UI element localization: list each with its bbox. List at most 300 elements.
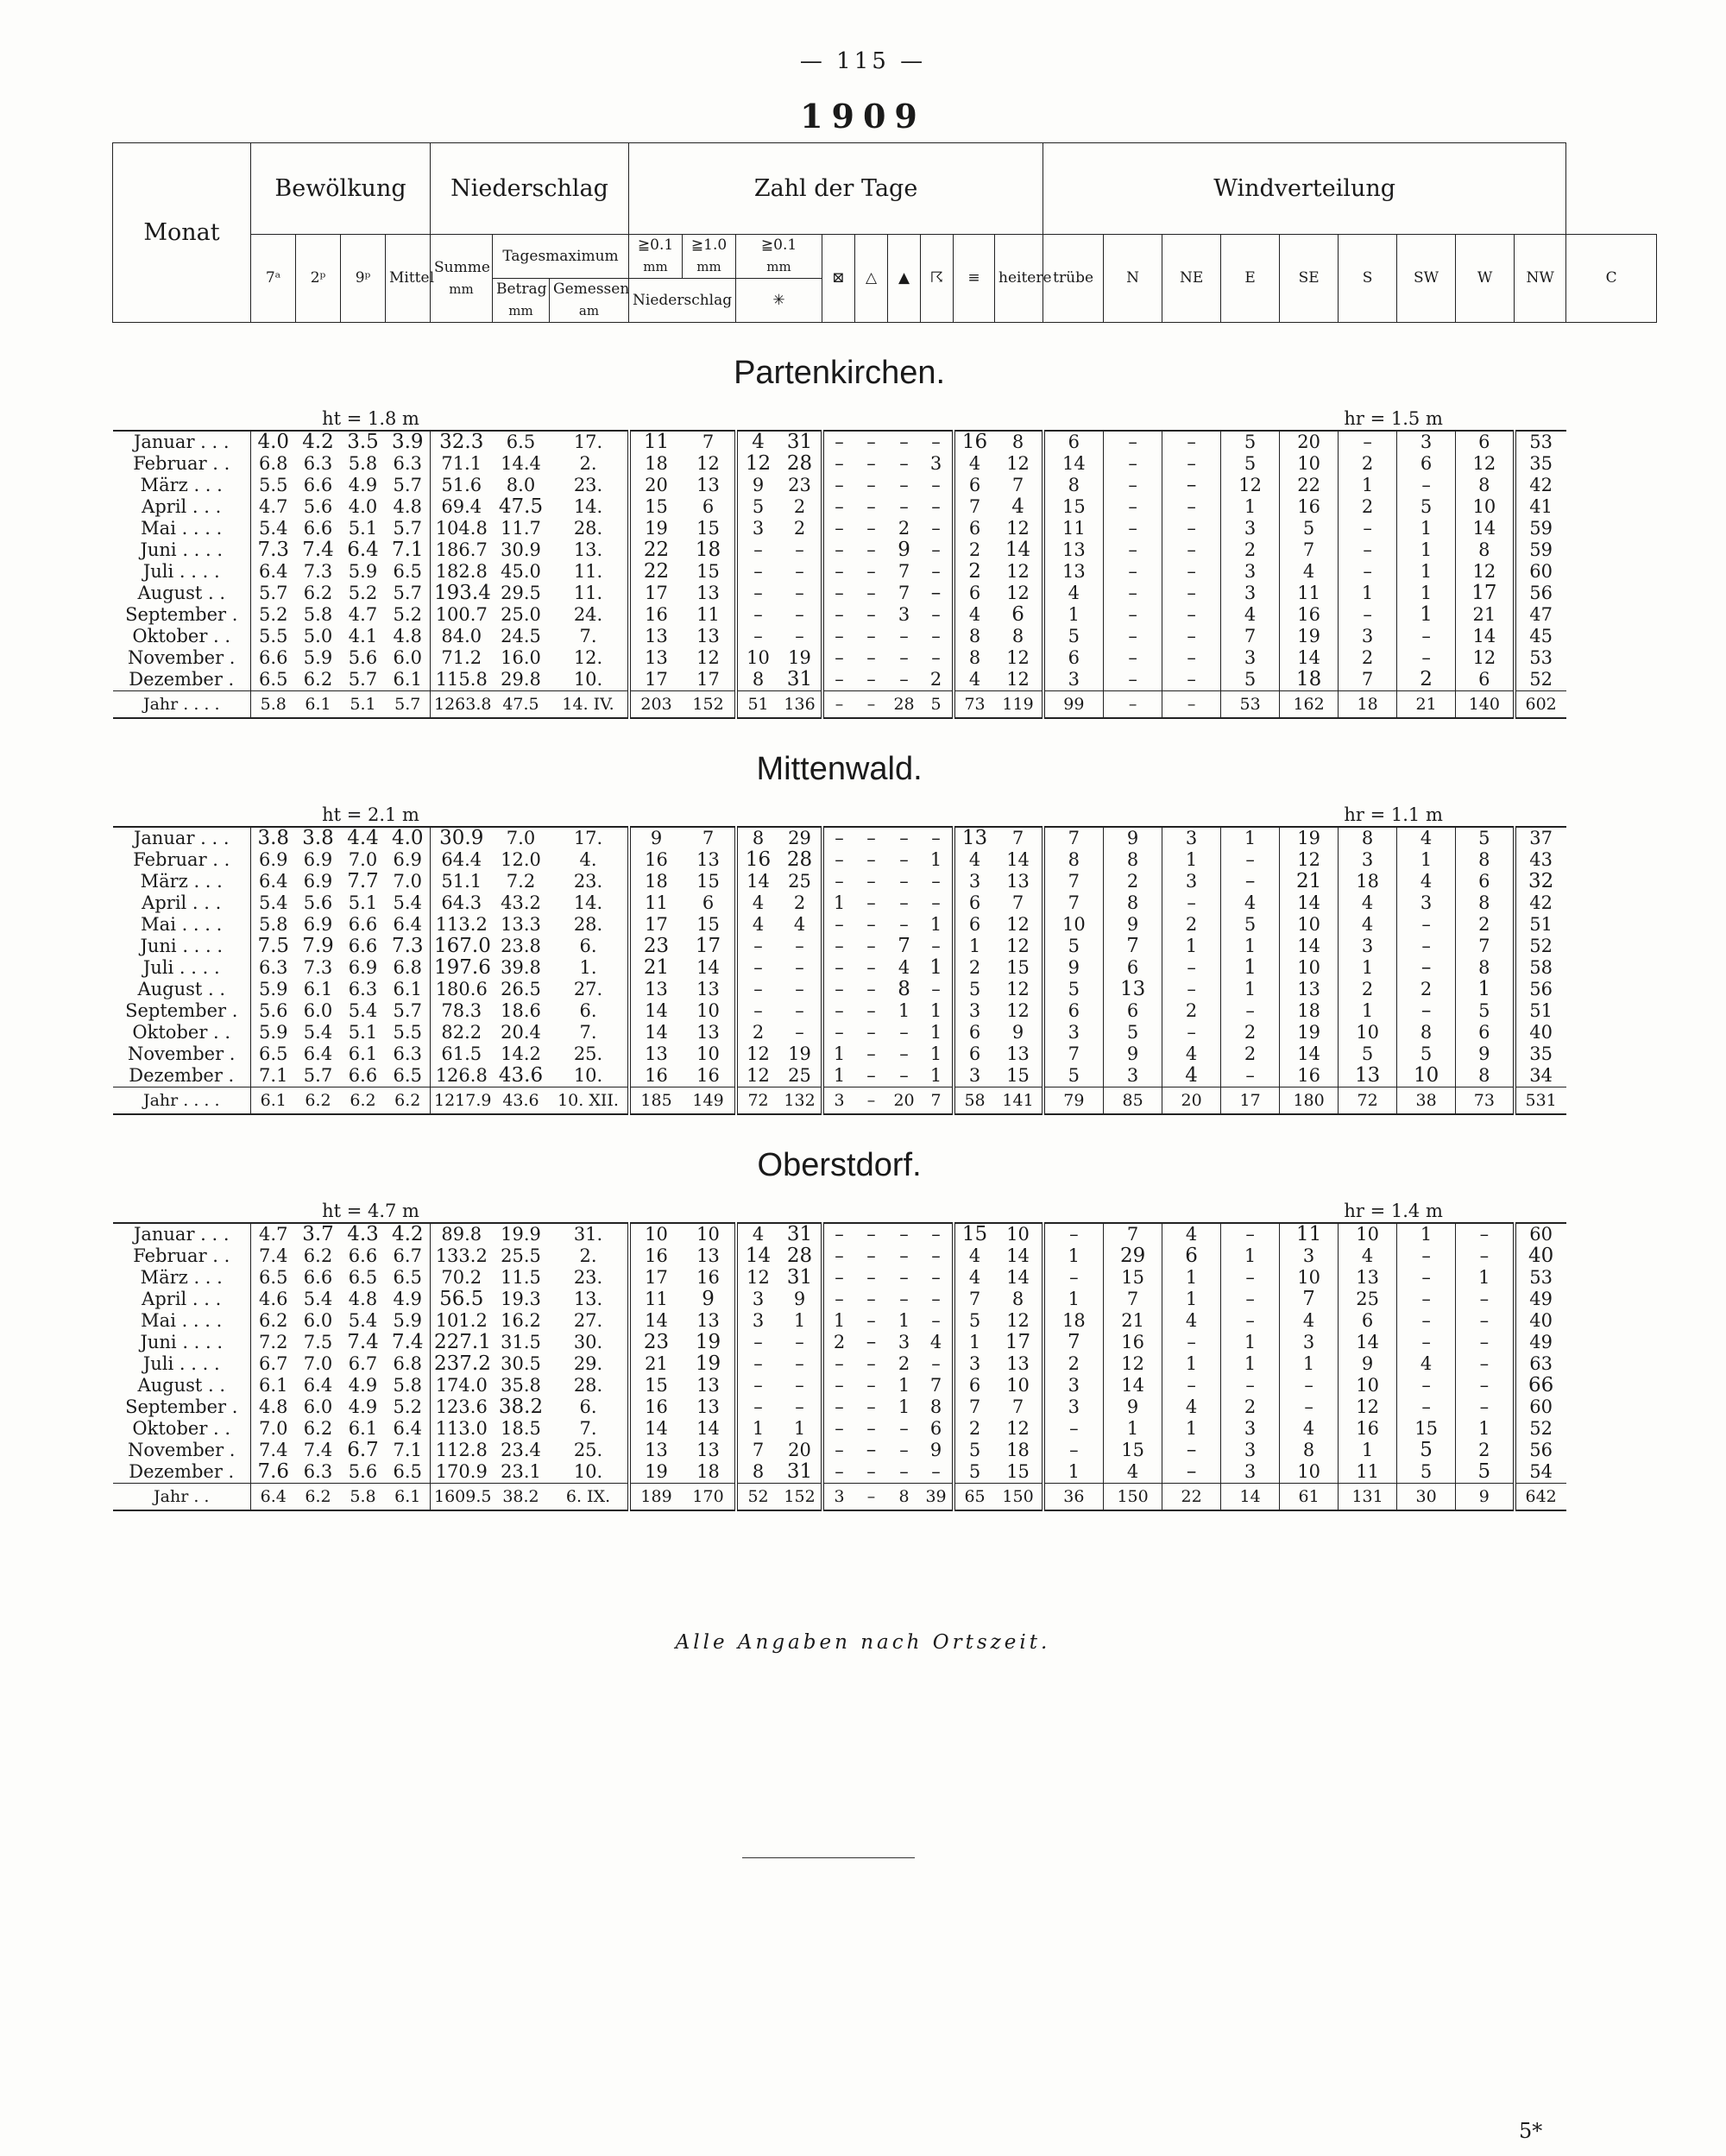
year-title: 1909	[800, 97, 926, 136]
data-cell: 5.2	[251, 604, 296, 626]
section-spacer	[113, 1114, 1657, 1139]
data-cell: 18	[1043, 1310, 1104, 1332]
data-cell: 3	[1043, 1375, 1104, 1396]
data-cell: 5.9	[251, 1022, 296, 1043]
data-cell: 28.	[573, 1375, 603, 1396]
header-heitere: heitere	[995, 235, 1043, 323]
data-cell: 4	[1280, 561, 1339, 583]
data-cell: 7.4	[251, 1440, 296, 1461]
data-cell: 3	[1221, 647, 1280, 669]
data-cell: –	[866, 914, 876, 935]
station-height-row	[113, 795, 1657, 827]
data-cell: 17.	[550, 827, 629, 849]
data-cell: 5.7	[251, 583, 296, 604]
data-cell: 7	[736, 1440, 779, 1461]
data-cell: 180.6	[431, 979, 493, 1000]
data-cell: 31	[786, 1460, 813, 1483]
data-cell: 4	[793, 914, 806, 935]
data-cell: 3	[1280, 1245, 1339, 1267]
data-cell: 51	[1515, 1000, 1566, 1022]
data-cell: 9	[702, 1288, 715, 1310]
data-cell: –	[795, 626, 804, 646]
data-cell: 8	[1104, 892, 1162, 914]
data-cell: 1	[1221, 936, 1280, 957]
data-cell: 12	[1456, 647, 1515, 669]
data-cell: 6.8	[393, 957, 422, 978]
year-total-cell: 38.2	[493, 1484, 550, 1511]
data-cell: –	[736, 1000, 779, 1022]
data-cell: 6.3	[348, 979, 378, 999]
data-cell: 15	[1104, 1267, 1162, 1289]
data-cell: 8	[1011, 1289, 1024, 1309]
data-cell: 193.4	[431, 583, 493, 604]
data-cell: 13	[629, 979, 683, 1000]
data-cell: –	[931, 604, 941, 625]
data-cell: 31.5	[501, 1332, 541, 1352]
data-cell: –	[822, 496, 855, 518]
data-cell: 14.	[573, 496, 603, 517]
data-cell: –	[931, 539, 941, 560]
data-cell: 6.6	[303, 518, 333, 539]
data-cell: 12	[1006, 647, 1030, 668]
data-cell: –	[822, 669, 855, 691]
header-wind-e: E	[1221, 235, 1280, 323]
data-cell: 5.5	[393, 1022, 422, 1043]
data-cell: –	[1456, 1310, 1515, 1332]
data-cell: 4	[1397, 827, 1456, 849]
data-cell: 43.2	[501, 892, 541, 913]
data-cell: –	[866, 475, 876, 495]
data-cell: 29.8	[501, 669, 541, 690]
month-label: August . .	[113, 1375, 251, 1396]
data-cell: 7	[929, 1375, 942, 1396]
data-cell: 60	[1515, 1396, 1566, 1418]
data-cell: 6	[1011, 603, 1024, 626]
data-cell: 6.2	[303, 1245, 333, 1266]
data-cell: 1	[1339, 1000, 1397, 1022]
data-cell: 10	[1043, 914, 1104, 936]
year-total-cell: 6.2	[296, 1484, 341, 1511]
data-cell: 8	[1339, 827, 1397, 849]
data-cell: –	[795, 539, 804, 560]
data-cell: 3	[1339, 849, 1397, 871]
data-cell: 6	[1456, 431, 1515, 453]
data-cell: 8	[1043, 849, 1104, 871]
data-cell: 7.0	[303, 1353, 333, 1374]
data-cell: 82.2	[431, 1022, 493, 1043]
data-cell: 14	[1043, 453, 1104, 475]
header-wind-se: SE	[1280, 235, 1339, 323]
data-cell: 4	[736, 914, 779, 936]
data-cell: 8	[898, 978, 910, 1000]
data-cell: 4	[954, 1267, 995, 1289]
data-cell: 14	[1280, 1043, 1339, 1065]
data-cell: 51	[1515, 914, 1566, 936]
data-cell: –	[822, 849, 855, 871]
data-cell: 5.6	[251, 1000, 296, 1022]
month-label: Februar . .	[113, 849, 251, 871]
table-row	[113, 1418, 1657, 1440]
data-cell: 6.7	[347, 1439, 379, 1461]
spacer-cell	[113, 718, 1566, 743]
data-cell: 40	[1515, 1310, 1566, 1332]
data-cell: –	[795, 1000, 804, 1021]
data-cell: 5.9	[251, 979, 296, 1000]
table-row	[113, 518, 1657, 539]
data-cell: 16	[954, 431, 995, 453]
data-cell: 7.	[579, 1418, 597, 1439]
data-cell: 8	[1104, 849, 1162, 871]
data-cell: 2	[736, 1022, 779, 1043]
data-cell: –	[1280, 1375, 1339, 1396]
data-cell: –	[822, 827, 855, 849]
data-cell: 3	[954, 1000, 995, 1022]
data-cell: –	[1043, 1418, 1104, 1440]
data-cell: 29.5	[501, 583, 541, 603]
data-cell: 4	[1339, 914, 1397, 936]
year-total-cell: 6. IX.	[550, 1484, 629, 1511]
data-cell: –	[822, 431, 855, 453]
data-cell: 4.9	[393, 1289, 422, 1309]
data-cell: 4.	[579, 849, 597, 870]
data-cell: –	[1162, 604, 1221, 626]
data-cell: 25	[1339, 1289, 1397, 1310]
data-cell: –	[899, 1022, 909, 1043]
data-cell: 11.5	[501, 1267, 541, 1288]
year-total-cell: 5.8	[341, 1484, 386, 1511]
data-cell: 3	[1221, 1418, 1280, 1440]
data-cell: 4	[1280, 1310, 1339, 1332]
data-cell: 5	[954, 1440, 995, 1461]
data-cell: 4	[736, 892, 779, 914]
data-cell: 5	[1397, 1440, 1456, 1461]
data-cell: 15	[696, 518, 720, 539]
data-cell: 4	[954, 1245, 995, 1267]
data-cell: –	[931, 518, 941, 539]
data-cell: 13	[696, 1245, 720, 1266]
data-cell: 9	[898, 539, 910, 561]
data-cell: 12	[696, 647, 720, 668]
data-cell: 14	[629, 1310, 683, 1332]
data-cell: 20	[788, 1440, 811, 1460]
data-cell: 8	[736, 827, 779, 849]
year-total-cell: 21	[1397, 691, 1456, 719]
data-cell: 6.6	[348, 1065, 378, 1086]
data-cell: 3	[1221, 561, 1280, 583]
data-cell: 16	[629, 604, 683, 626]
data-cell: 14	[1339, 1332, 1397, 1353]
data-cell: 14	[1104, 1375, 1162, 1396]
data-cell: 49	[1515, 1289, 1566, 1310]
data-cell: 5.4	[251, 518, 296, 539]
station-title-row	[113, 1139, 1657, 1191]
data-cell: –	[866, 1289, 876, 1309]
data-cell: 1	[1339, 475, 1397, 496]
jahr-row	[113, 1484, 1657, 1511]
data-cell: 21	[629, 1353, 683, 1375]
data-cell: –	[822, 1000, 855, 1022]
data-cell: 3.5	[341, 431, 386, 453]
year-total-cell: 36	[1043, 1484, 1104, 1511]
data-cell: 6.5	[393, 561, 422, 582]
data-cell: 14	[1456, 518, 1515, 539]
data-cell: 4	[1397, 1353, 1456, 1375]
data-cell: 53	[1515, 1267, 1566, 1289]
data-cell: –	[1397, 1396, 1456, 1418]
month-label: September .	[113, 1000, 251, 1022]
data-cell: 1	[1043, 1289, 1104, 1310]
data-cell: 3	[954, 1065, 995, 1087]
data-cell: 25	[788, 871, 811, 892]
data-cell: 4.3	[341, 1223, 386, 1245]
data-cell: 19.9	[493, 1223, 550, 1245]
year-total-cell: 3	[822, 1484, 855, 1511]
data-cell: 3	[898, 1332, 910, 1352]
data-cell: –	[866, 1418, 876, 1439]
data-cell: –	[1104, 604, 1162, 626]
data-cell: 9	[1104, 1396, 1162, 1418]
data-cell: 12	[1221, 475, 1280, 496]
table-row	[113, 892, 1657, 914]
data-cell: 16	[696, 1065, 720, 1086]
data-cell: –	[1162, 431, 1221, 453]
data-cell: 23	[788, 475, 811, 495]
data-cell: 5.9	[393, 1310, 422, 1331]
data-cell: –	[1397, 1310, 1456, 1332]
data-cell: 1	[736, 1418, 779, 1440]
station-title-row	[113, 347, 1657, 399]
data-cell: 3	[1339, 626, 1397, 647]
data-cell: 6.0	[303, 1310, 333, 1331]
year-total-cell: 141	[995, 1087, 1043, 1115]
data-cell: 1	[1043, 1245, 1104, 1267]
data-cell: 3	[1397, 431, 1456, 453]
data-cell: 4.8	[393, 626, 422, 646]
data-cell: 28	[786, 1245, 813, 1267]
data-cell: 11	[1280, 1223, 1339, 1245]
data-cell: 11.	[573, 583, 603, 603]
data-cell: 18	[696, 1461, 720, 1482]
data-cell: 28.	[573, 518, 603, 539]
data-cell: –	[822, 604, 855, 626]
data-cell: –	[899, 1461, 909, 1482]
data-cell: 31	[786, 1266, 813, 1289]
data-cell: 4	[929, 1332, 942, 1352]
data-cell: 4	[898, 957, 910, 978]
data-cell: 1	[1162, 849, 1221, 871]
data-cell: 70.2	[431, 1267, 493, 1289]
data-cell: 4	[736, 431, 779, 453]
table-row	[113, 431, 1657, 453]
data-cell: –	[1162, 496, 1221, 518]
header-mittel: Mittel	[386, 235, 431, 323]
data-cell: 7.5	[303, 1332, 333, 1352]
data-cell: 5	[1456, 1461, 1515, 1484]
data-cell: 12	[1456, 453, 1515, 475]
data-cell: 21	[1456, 604, 1515, 626]
data-cell: 10	[1456, 496, 1515, 518]
year-total-cell: 53	[1221, 691, 1280, 719]
data-cell: 6.4	[303, 1043, 333, 1064]
data-cell: 6	[1162, 1245, 1221, 1267]
data-cell: –	[795, 583, 804, 603]
data-cell: 6.2	[303, 669, 333, 690]
data-cell: 16	[1280, 1065, 1339, 1087]
fog-icon: ≡	[954, 235, 995, 323]
month-label: Februar . .	[113, 1245, 251, 1267]
data-cell: –	[1339, 604, 1397, 626]
month-label: Dezember .	[113, 1065, 251, 1087]
data-cell: 1	[1221, 827, 1280, 849]
data-cell: 6	[1104, 1000, 1162, 1022]
header-9p: 9ᵖ	[341, 235, 386, 323]
data-cell: 1	[1397, 561, 1456, 583]
month-label: Februar . .	[113, 453, 251, 475]
data-cell: 5.7	[393, 518, 422, 539]
data-cell: 6	[1043, 1000, 1104, 1022]
data-cell: 13	[1339, 1267, 1397, 1289]
data-cell: –	[899, 914, 909, 935]
data-cell: –	[822, 979, 855, 1000]
year-total-cell: 119	[995, 691, 1043, 719]
year-total-cell: 10. XII.	[550, 1087, 629, 1115]
data-cell: 2	[1162, 914, 1221, 936]
data-cell: –	[736, 1353, 779, 1375]
data-cell: –	[1280, 1396, 1339, 1418]
data-cell: 5.9	[303, 647, 333, 668]
data-cell: 1	[1397, 583, 1456, 604]
data-cell: 18.6	[501, 1000, 541, 1021]
section-spacer	[113, 718, 1657, 743]
data-cell: 1	[929, 956, 942, 979]
month-label: Juli . . . .	[113, 957, 251, 979]
sheet-mark: 5*	[1519, 2119, 1543, 2143]
data-cell: 12	[1104, 1353, 1162, 1375]
data-cell: 17	[629, 1267, 683, 1289]
data-cell: 10	[696, 1043, 720, 1064]
data-cell: –	[866, 453, 876, 474]
data-cell: 5.7	[303, 1065, 333, 1086]
data-cell: 10	[1280, 1267, 1339, 1289]
data-cell: –	[1162, 669, 1221, 691]
data-cell: –	[1397, 957, 1456, 979]
footnote: Alle Angaben nach Ortszeit.	[675, 1631, 1051, 1654]
data-cell: –	[822, 1375, 855, 1396]
data-cell: 4.0	[348, 496, 378, 517]
data-cell: 170.9	[431, 1461, 493, 1484]
year-total-cell: 152	[683, 691, 736, 719]
year-total-cell: 531	[1515, 1087, 1566, 1115]
data-cell: 6.9	[303, 914, 333, 935]
data-cell: –	[1339, 539, 1397, 561]
year-total-cell: 185	[629, 1087, 683, 1115]
year-total-cell: 152	[779, 1484, 822, 1511]
table-row	[113, 827, 1657, 849]
data-cell: –	[931, 1461, 941, 1482]
data-cell: 15	[629, 1375, 683, 1396]
data-cell: 1	[1043, 604, 1104, 626]
data-cell: 6.9	[303, 871, 333, 892]
data-cell: 1	[1397, 604, 1456, 626]
data-cell: –	[1397, 936, 1456, 957]
table-row	[113, 1396, 1657, 1418]
data-cell: 4.9	[348, 1375, 378, 1396]
month-label: März . . .	[113, 475, 251, 496]
climate-table-wrap	[112, 142, 1657, 1511]
table-row	[113, 1289, 1657, 1310]
data-cell: 1	[1456, 979, 1515, 1000]
data-cell: 17	[695, 935, 721, 957]
data-cell: 197.6	[431, 957, 493, 979]
data-cell: 2	[1221, 1022, 1280, 1043]
data-cell: 12	[696, 453, 720, 474]
data-cell: 11	[1043, 518, 1104, 539]
data-cell: 11	[696, 604, 720, 625]
data-cell: 71.1	[431, 453, 493, 475]
table-row	[113, 1332, 1657, 1353]
data-cell: –	[931, 936, 941, 956]
data-cell: –	[1397, 1245, 1456, 1267]
data-cell: –	[1221, 1000, 1280, 1022]
data-cell: 7.0	[348, 849, 378, 870]
data-cell: 4	[1280, 1418, 1339, 1440]
data-cell: –	[736, 979, 779, 1000]
data-cell: 4	[1162, 1396, 1221, 1418]
data-cell: –	[1162, 1440, 1221, 1461]
data-cell: 6.1	[393, 979, 422, 999]
data-cell: 10.	[573, 1461, 603, 1482]
page-number: — 115 —	[799, 48, 927, 74]
data-cell: 10	[1339, 1022, 1397, 1043]
table-row	[113, 453, 1657, 475]
data-cell: 6	[1104, 957, 1162, 979]
header-niederschlag: Niederschlag	[431, 143, 629, 235]
data-cell: –	[855, 1223, 888, 1245]
data-cell: –	[899, 496, 909, 517]
data-cell: 3	[1221, 518, 1280, 539]
height-gap	[629, 795, 1221, 827]
station-ht: ht = 2.1 m	[322, 804, 419, 825]
data-cell: –	[866, 1022, 876, 1043]
data-cell: 56	[1515, 583, 1566, 604]
data-cell: 42	[1515, 892, 1566, 914]
data-cell: 2	[954, 561, 995, 583]
data-cell: 3.8	[251, 827, 296, 849]
data-cell: 51.6	[431, 475, 493, 496]
data-cell: 5.9	[348, 561, 378, 582]
data-cell: 7	[898, 583, 910, 603]
year-total-cell: 6.1	[386, 1484, 431, 1511]
jahr-row	[113, 1087, 1657, 1115]
data-cell: 5.6	[348, 1461, 378, 1482]
header-truebe: trübe	[1043, 235, 1104, 323]
data-cell: –	[888, 827, 921, 849]
data-cell: 4.9	[348, 1396, 378, 1417]
data-cell: 3	[1397, 892, 1456, 914]
data-cell: 1	[1162, 1267, 1221, 1289]
data-cell: 1	[1397, 539, 1456, 561]
data-cell: –	[1162, 892, 1221, 914]
data-cell: 6.5	[251, 669, 296, 691]
year-total-cell: 5.7	[386, 691, 431, 719]
data-cell: 28.	[573, 914, 603, 935]
month-label: Januar . . .	[113, 1223, 251, 1245]
data-cell: –	[866, 1065, 876, 1086]
data-cell: 2	[793, 496, 806, 517]
data-cell: 6.8	[251, 453, 296, 475]
year-total-cell: 22	[1162, 1484, 1221, 1511]
data-cell: 15	[1006, 1461, 1030, 1482]
